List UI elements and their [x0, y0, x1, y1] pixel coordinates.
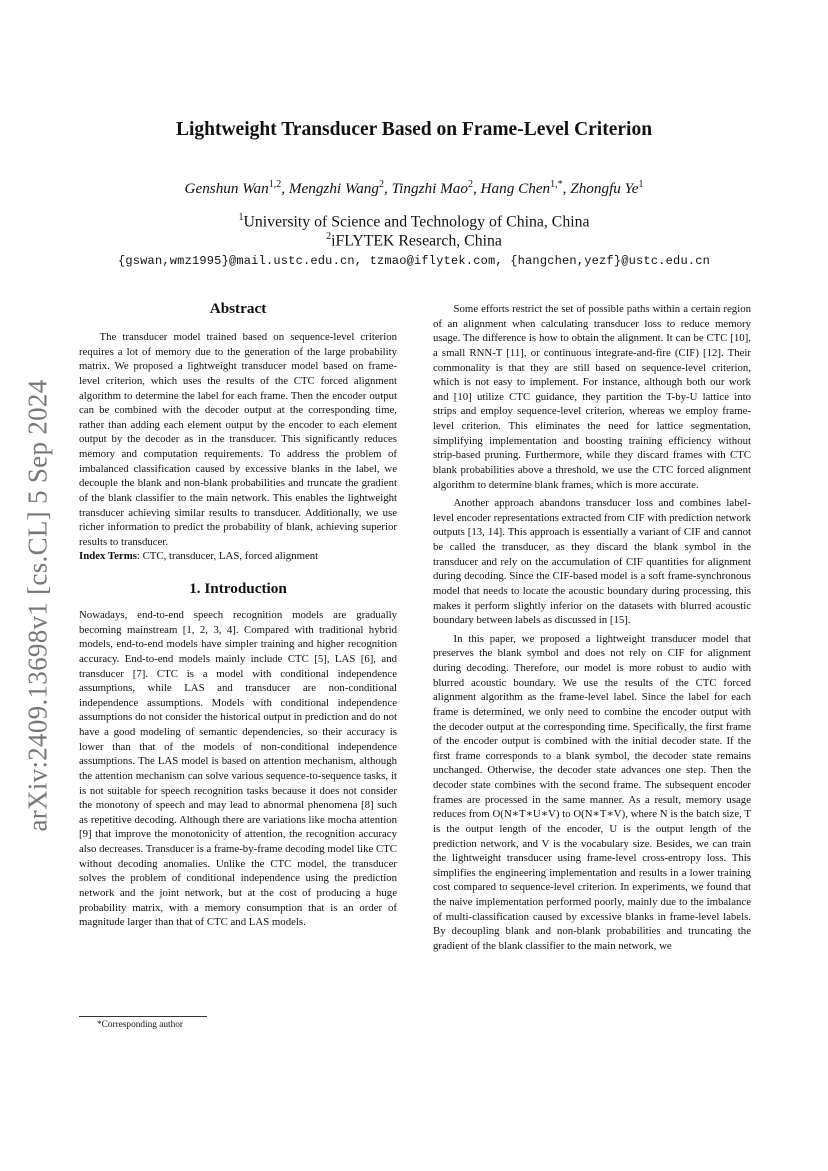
index-terms-list: : CTC, transducer, LAS, forced alignment	[136, 550, 319, 563]
intro-paragraph-2: Some efforts restrict the set of possible paths within a certain region of an alignment when calculating transducer loss to reduce memory usage. The difference is how to obtain the alignment. It can be CTC [10], a small RNN-T [11], or continuous integrate-and-fire (CIF) [12]. Their commonality is that they are still based on sequence-level criterion, which is not easy to implement. For instance, although both our work and [10] utilize CTC guidance, they partition the T-by-U lattice into strips and employ sequence-level criterion, whereas we employ frame-level criterion. This eliminates the need for lattice segmentation, simplifying implementation and boosting training efficiency without strip-based pruning. Furthermore, while they discard frames with CTC blank probabilities above a threshold, we use the CTC forced alignment algorithm to determine blank frames, which is more accurate.	[433, 303, 751, 491]
author-emails: {gswan,wmz1995}@mail.ustc.edu.cn, tzmao@iflytek.com, {hangchen,yezf}@ustc.edu.cn	[117, 254, 711, 268]
abstract-heading: Abstract	[209, 300, 267, 317]
intro-paragraph-1: Nowadays, end-to-end speech recognition models are gradually becoming mainstream [1, 2, 3, 4]. Compared with traditional hybrid models, end-to-end models have simpler training and higher recognition accuracy. End-to-end models mainly include CTC [5], LAS [6], and transducer [7]. CTC is a model with conditional independence assumptions, while LAS and transducer are non-conditional independence assumptions. Models with conditional independence assumptions do not consider the historical output in prediction and do not have a good modeling of semantic dependencies, so their accuracy is lower than that of the models of non-conditional independence assumptions. The LAS model is based on attention mechanism, although the attention mechanism can solve various sequence-to-sequence tasks, it is not suitable for speech recognition tasks because it does not consider the monotony of speech and may lead to abnormal phenomena [8] such as repetitive decoding. Although there are variations like mocha attention [9] that improve the monotonicity of attention, the recognition accuracy also decreases. Transducer is a frame-by-frame decoding model like CTC without decoding anomalies. Unlike the CTC model, the transducer solves the problem of conditional independence using the prediction network and the joint network, but at the cost of producing a huge probability matrix, with a memory consumption that is an order of magnitude larger than that of CTC and LAS models.	[79, 609, 397, 929]
index-terms-label: Index Terms	[79, 550, 137, 563]
intro-paragraph-4: In this paper, we proposed a lightweight transducer model that preserves the blank symbol and does not rely on CIF for alignment during decoding. Therefore, our model is more robust to audio with blurred acoustic boundary. We use the results of the CTC forced alignment algorithm as the frame-level label. Since the label for each frame is determined, we only need to combine the encoder output with the decoder output at the corresponding time. Specifically, the first frame of the encoder output is combined with the initial decoder state. If the first frame corresponds to a blank symbol, the decoder state remains unchanged. Otherwise, the decoder state advances one step. Then the decoder state combines with the second frame. The subsequent encoder frames are processed in the same manner. As a result, memory usage reduces from O(N∗T∗U∗V) to O(N∗T∗V), where N is the batch size, T is the output length of the encoder, U is the output length of the prediction network, and V is the vocabulary size. Besides, we can train the lightweight transducer using frame-level cross-entropy loss. This simplifies the engineering implementation and results in a lower training cost compared to sequence-level criterion. In experiments, we found that the naive implementation performed poorly, mainly due to the imbalance of multi-classification caused by excessive blanks in frame-level labels. By decoupling blank and non-blank probabilities and truncating the gradient of the blank classifier to the main network, we	[433, 632, 751, 952]
footnote: *Corresponding author	[97, 1020, 183, 1030]
affiliation-1: $^1$University of Science and Technology of China, China	[238, 212, 590, 231]
abstract-text: The transducer model trained based on sequence-level criterion requires a lot of memory due to the generation of the large probability matrix. We proposed a lightweight transducer model based on frame-level criterion, which uses the results of the CTC forced alignment algorithm to determine the label for each frame. Then the encoder output can be combined with the decoder output at the corresponding time, rather than adding each element output by the encoder to each element output by the decoder as in the transducer. This significantly reduces memory and computation requirements. To address the problem of imbalanced classification caused by excessive blanks in the label, we decouple the blank and non-blank probabilities and truncate the gradient of the blank classifier to the main network. This enables the lightweight transducer achieving similar results to transducer. Additionally, we use richer information to predict the probability of blank, achieving superior results to transducer.	[79, 331, 397, 548]
author: Zhongfu Ye$^1$	[570, 179, 644, 198]
intro-paragraph-3: Another approach abandons transducer loss and combines label-level encoder representations extracted from CIF with prediction network outputs [13, 14]. This approach is essentially a variant of CIF and cannot be called the transducer, as they discard the blank symbol in the transducer and rely on the accumulation of CIF quantities for alignment during decoding. Since the CIF-based model is a soft frame-synchronous model that needs to locate the acoustic boundary during processing, this makes it perform slightly inferior on the datasets with blurred acoustic boundary between labels as discussed in [15].	[433, 497, 751, 627]
arxiv-identifier	[18, 365, 58, 845]
author: Mengzhi Wang$^2$	[288, 179, 384, 198]
footnote-divider	[79, 1016, 207, 1017]
arxiv-id-text: arXiv:2409.13698v1 [cs.CL] 5 Sep 2024	[22, 378, 53, 832]
introduction-heading: 1. Introduction	[189, 580, 287, 597]
paper-title: Lightweight Transducer Based on Frame-Level Criterion	[175, 119, 653, 140]
author-list: Genshun Wan$^{1,2}$, Mengzhi Wang$^2$, Tingzhi Mao$^2$, Hang Chen$^{1,*}$, Zhongfu Ye$^1$	[184, 179, 644, 198]
affiliation-2: $^2$iFLYTEK Research, China	[326, 231, 502, 250]
left-column	[79, 300, 397, 930]
author: Tingzhi Mao$^2$	[391, 179, 473, 198]
author: Genshun Wan$^{1,2}$	[184, 179, 282, 198]
right-column	[433, 302, 751, 954]
index-terms	[79, 549, 397, 564]
author: Hang Chen$^{1,*}$	[480, 179, 563, 198]
